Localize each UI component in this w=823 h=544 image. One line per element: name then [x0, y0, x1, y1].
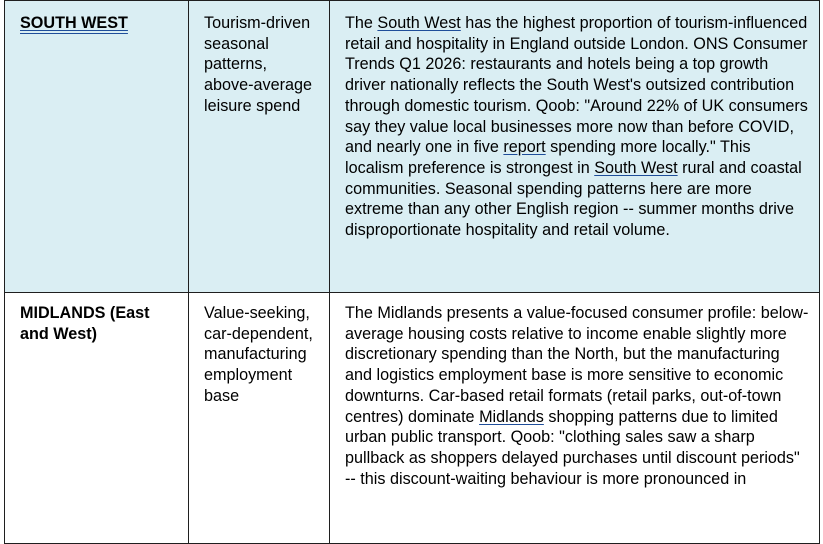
- profile-cell: Value-seeking, car-dependent, manufacturing employment base: [189, 293, 330, 544]
- spellcheck-underline: report: [503, 138, 546, 157]
- table-row: [5, 293, 820, 544]
- detail-cell: The Midlands presents a value-focused consumer profile: below-average housing costs relative to income enable slightly more discretionary spending than the North, but the manufacturing and logistics employment base is more sensitive to economic downturns. Car-based retail formats (retail parks, out-of-town centres) dominate Midlands shopping patterns due to limited urban public transport. Qoob: "clothing sales saw a sharp pullback as shoppers delayed purchases until discount periods" -- this discount-waiting behaviour is more pronounced in: [330, 293, 820, 544]
- region-name: SOUTH WEST: [20, 14, 128, 32]
- profile-cell: Tourism-driven seasonal patterns, above-average leisure spend: [189, 1, 330, 293]
- region-cell: [5, 293, 189, 544]
- spellcheck-underline: South West: [377, 14, 461, 32]
- regional-profile-table: [4, 0, 820, 544]
- table-row: [5, 1, 820, 293]
- detail-cell: The South West has the highest proportion of tourism-influenced retail and hospitality in England outside London. ONS Consumer Trends Q1 2026: restaurants and hotels being a top growth driver nationally reflects the South West's outsized contribution through domestic tourism. Qoob: "Around 22% of UK consumers say they value local businesses more now than before COVID, and nearly one in five report spending more locally." This localism preference is strongest in South West rural and coastal communities. Seasonal spending patterns here are more extreme than any other English region -- summer months drive disproportionate hospitality and retail volume.: [330, 1, 820, 293]
- region-name: MIDLANDS (East and West): [20, 304, 150, 343]
- spellcheck-underline: South West: [594, 158, 678, 177]
- region-cell: [5, 1, 189, 293]
- spellcheck-underline: Midlands: [479, 407, 544, 426]
